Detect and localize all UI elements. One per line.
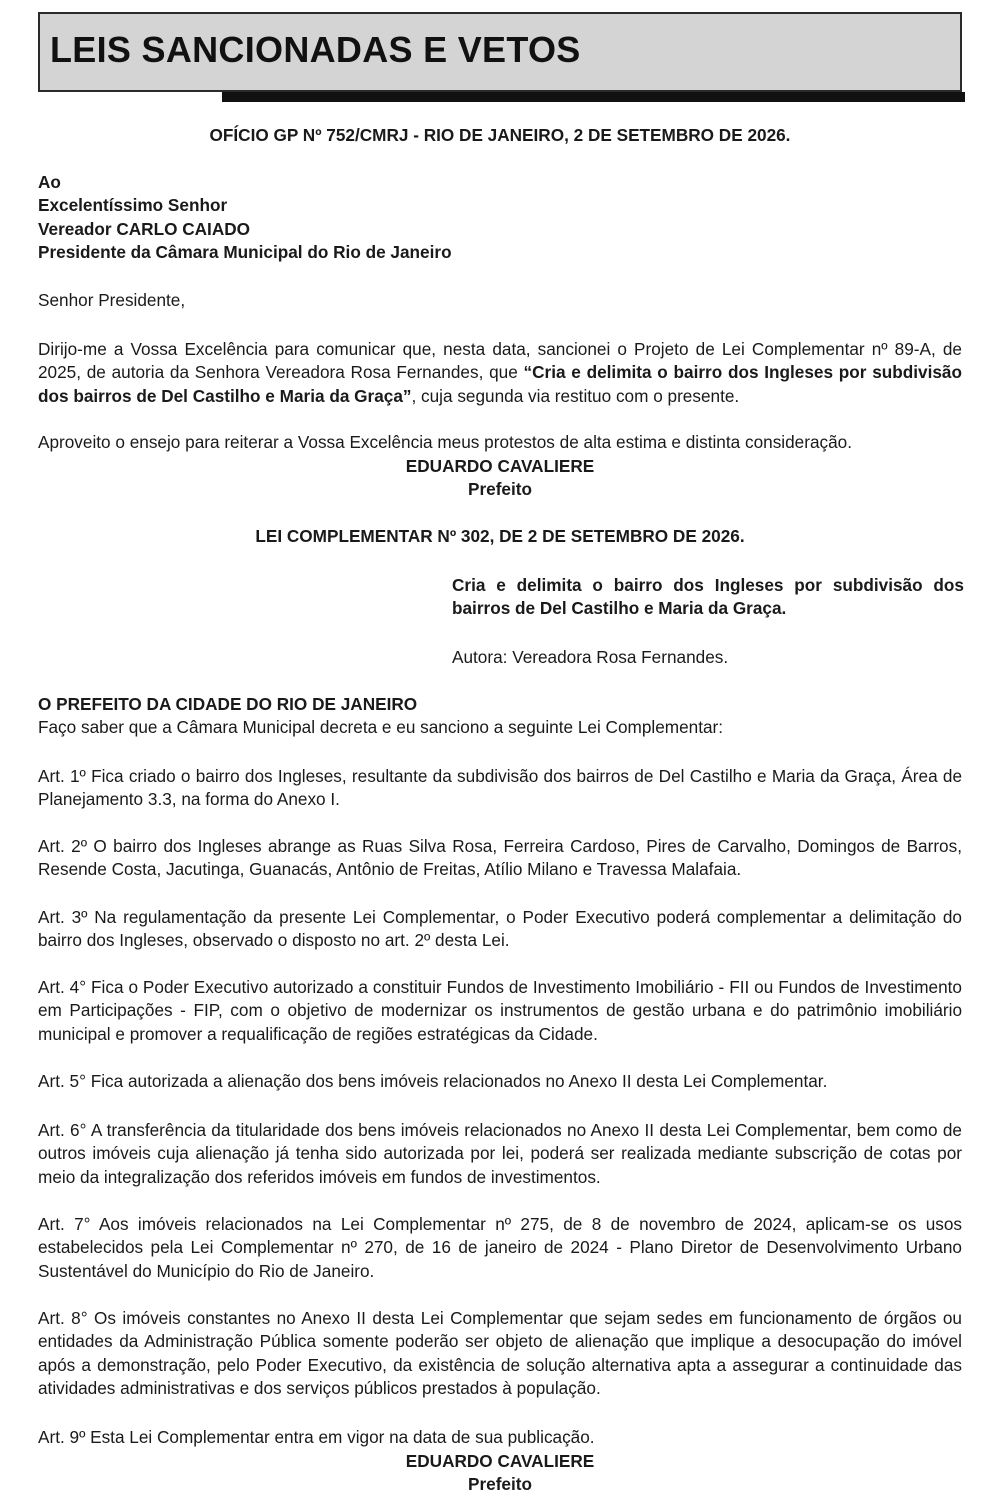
address-line: Vereador CARLO CAIADO bbox=[38, 218, 251, 239]
article-4: Art. 4° Fica o Poder Executivo autorizado a constituir Fundos de Investimento Imobiliário - FII ou Fundos de Investimento em Participações - FIP, com o objetivo de modernizar os instrumentos de gestão urbana e do patrimônio imobiliário municipal e promover a requalificação de regiões estratégicas da Cidade. bbox=[38, 977, 962, 1044]
salutation: Senhor Presidente, bbox=[38, 290, 186, 310]
address-line: Excelentíssimo Senhor bbox=[38, 195, 228, 216]
recipient-address bbox=[38, 171, 962, 264]
section-header bbox=[38, 12, 962, 92]
oficio-body-text-end: , cuja segunda via restituo com o presente. bbox=[411, 385, 740, 406]
article-3: Art. 3º Na regulamentação da presente Lei Complementar, o Poder Executivo poderá complementar a delimitação do bairro dos Ingleses, observado o disposto no art. 2º desta Lei. bbox=[38, 907, 962, 951]
oficio-signer-title: Prefeito bbox=[468, 479, 532, 499]
section-title: LEIS SANCIONADAS E VETOS bbox=[50, 29, 581, 70]
article-6: Art. 6° A transferência da titularidade dos bens imóveis relacionados no Anexo II desta Lei Complementar, bem como de outros imóveis cuja alienação já tenha sido autorizada por lei, poderá ser realizada mediante subscrição de cotas por meio da integralização dos referidos imóveis em fundos de investimentos. bbox=[38, 1120, 962, 1187]
lei-signer-name: EDUARDO CAVALIERE bbox=[405, 1451, 595, 1471]
lei-heading: LEI COMPLEMENTAR Nº 302, DE 2 DE SETEMBRO DE 2026. bbox=[255, 526, 745, 546]
address-line: Ao bbox=[38, 172, 61, 192]
oficio-heading: OFÍCIO GP Nº 752/CMRJ - RIO DE JANEIRO, 2 DE SETEMBRO DE 2026. bbox=[209, 125, 791, 145]
article-1: Art. 1º Fica criado o bairro dos Ingleses, resultante da subdivisão dos bairros de Del Castilho e Maria da Graça, Área de Planejamento 3.3, na forma do Anexo I. bbox=[38, 766, 962, 810]
article-5: Art. 5° Fica autorizada a alienação dos bens imóveis relacionados no Anexo II desta Lei Complementar. bbox=[38, 1071, 828, 1091]
oficio-closing: Aproveito o ensejo para reiterar a Vossa Excelência meus protestos de alta estima e distinta consideração. bbox=[38, 432, 852, 452]
oficio-signer-name: EDUARDO CAVALIERE bbox=[405, 456, 595, 476]
article-2: Art. 2º O bairro dos Ingleses abrange as Ruas Silva Rosa, Ferreira Cardoso, Pires de Carvalho, Domingos de Barros, Resende Costa, Jacutinga, Guanacás, Antônio de Freitas, Atílio Milano e Travessa Malafaia. bbox=[38, 836, 962, 880]
oficio-body-law-title: “Cria e delimita o bairro dos Ingleses por subdivisão dos bairros de Del Castilho e Maria da Graça” bbox=[38, 362, 962, 406]
lei-autora: Autora: Vereadora Rosa Fernandes. bbox=[452, 647, 729, 667]
prefeito-heading: O PREFEITO DA CIDADE DO RIO DE JANEIRO bbox=[38, 694, 418, 714]
oficio-body-text: Dirijo-me a Vossa Excelência para comunicar que, nesta data, sancionei o Projeto de Lei Complementar nº 89-A, de 2025, de autoria da Senhora Vereadora Rosa Fernandes, que bbox=[38, 339, 962, 383]
header-underline-bar bbox=[222, 92, 965, 102]
lei-intro: Faço saber que a Câmara Municipal decreta e eu sanciono a seguinte Lei Complementar: bbox=[38, 717, 724, 737]
article-8: Art. 8° Os imóveis constantes no Anexo II desta Lei Complementar que sejam sedes em funcionamento de órgãos ou entidades da Administração Pública somente poderão ser objeto de alienação que implique a desocupação do imóvel após a demonstração, pelo Poder Executivo, da existência de solução alternativa apta a assegurar a continuidade das atividades administrativas e dos serviços públicos prestados à população. bbox=[38, 1308, 962, 1398]
lei-signer-title: Prefeito bbox=[468, 1474, 532, 1494]
oficio-body bbox=[38, 338, 962, 408]
article-7: Art. 7° Aos imóveis relacionados na Lei Complementar nº 275, de 8 de novembro de 2024, aplicam-se os usos estabelecidos pela Lei Complementar nº 270, de 16 de janeiro de 2024 - Plano Diretor de Desenvolvimento Urbano Sustentável do Município do Rio de Janeiro. bbox=[38, 1214, 962, 1281]
article-9: Art. 9º Esta Lei Complementar entra em vigor na data de sua publicação. bbox=[38, 1427, 595, 1447]
lei-ementa: Cria e delimita o bairro dos Ingleses por subdivisão dos bairros de Del Castilho e Maria da Graça. bbox=[452, 575, 964, 619]
address-line: Presidente da Câmara Municipal do Rio de Janeiro bbox=[38, 241, 452, 262]
